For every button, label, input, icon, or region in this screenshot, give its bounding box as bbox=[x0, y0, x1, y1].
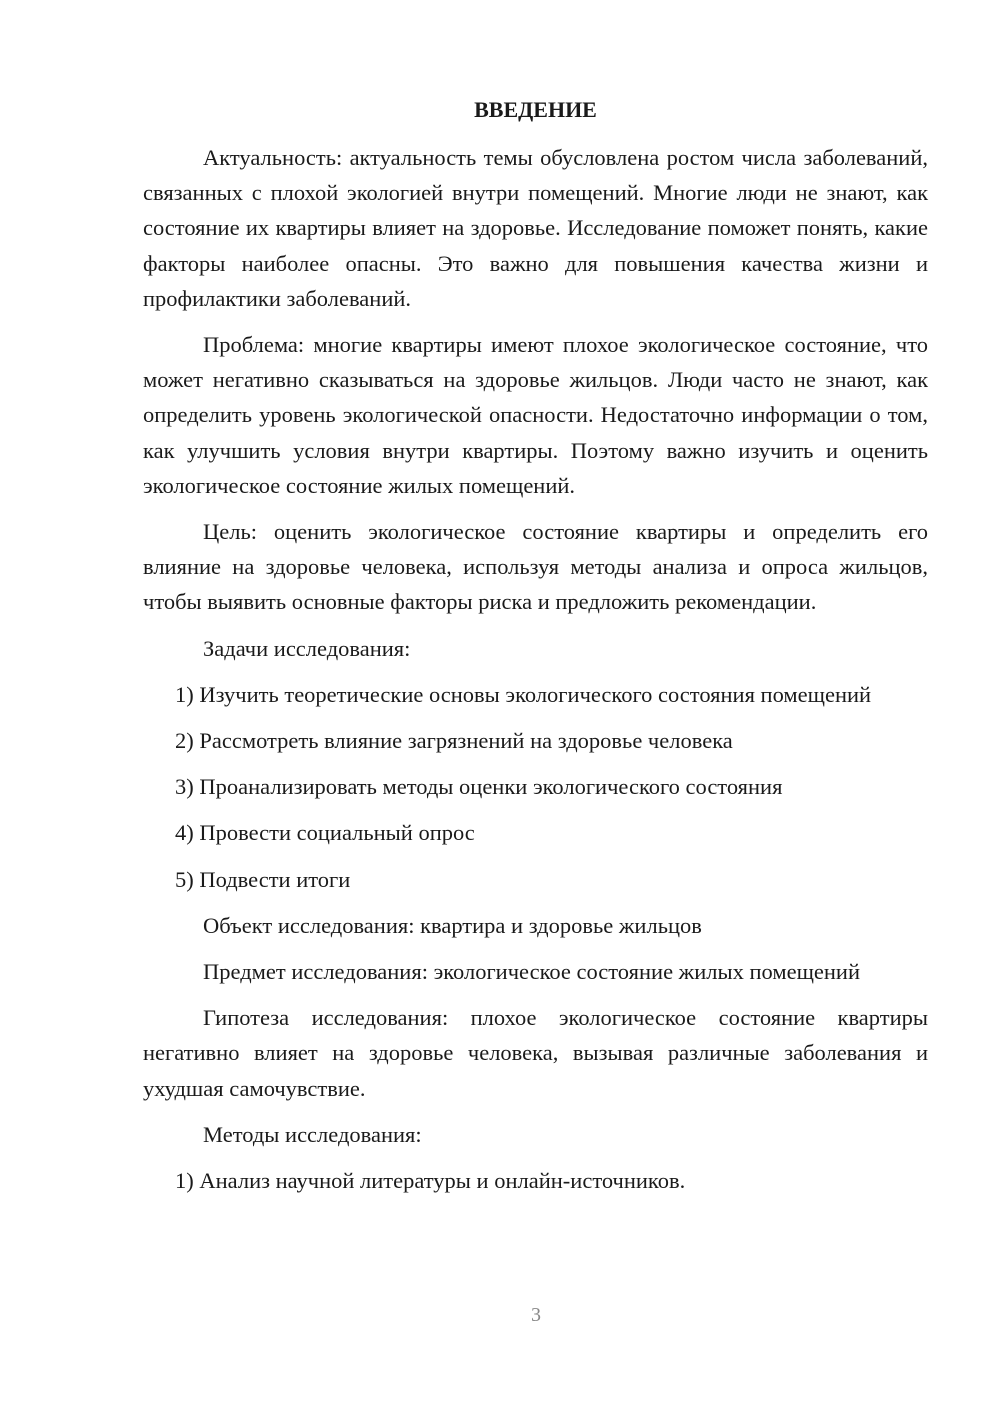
task-item: 1) Изучить теоретические основы экологического состояния помещений bbox=[175, 681, 872, 707]
task-item: 3) Проанализировать методы оценки экологического состояния bbox=[175, 774, 783, 800]
object-paragraph: Объект исследования: квартира и здоровье жильцов bbox=[203, 912, 702, 938]
page-number: 3 bbox=[531, 1304, 541, 1326]
task-item: 2) Рассмотреть влияние загрязнений на здоровье человека bbox=[175, 728, 733, 754]
problem-paragraph: Проблема: многие квартиры имеют плохое экологическое состояние, что может негативно сказываться на здоровье жильцов. Люди часто не знают, как определить уровень экологической опасности. Недостаточно информации о том, как улучшить условия внутри квартиры. Поэтому важно изучить и оценить экологическое состояние жилых помещений. bbox=[143, 332, 928, 498]
task-item: 4) Провести социальный опрос bbox=[175, 820, 475, 846]
hypothesis-paragraph: Гипотеза исследования: плохое экологическое состояние квартиры негативно влияет на здоровье человека, вызывая различные заболевания и ухудшая самочувствие. bbox=[143, 1005, 928, 1101]
tasks-heading: Задачи исследования: bbox=[203, 635, 411, 661]
document-page bbox=[143, 92, 928, 1209]
method-item: 1) Анализ научной литературы и онлайн-источников. bbox=[175, 1168, 686, 1194]
goal-paragraph: Цель: оценить экологическое состояние квартиры и определить его влияние на здоровье человека, используя методы анализа и опроса жильцов, чтобы выявить основные факторы риска и предложить рекомендации. bbox=[143, 519, 928, 615]
section-title: ВВЕДЕНИЕ bbox=[474, 97, 597, 122]
subject-paragraph: Предмет исследования: экологическое состояние жилых помещений bbox=[203, 959, 861, 985]
relevance-paragraph: Актуальность: актуальность темы обусловлена ростом числа заболеваний, связанных с плохой экологией внутри помещений. Многие люди не знают, как состояние их квартиры влияет на здоровье. Исследование поможет понять, какие факторы наиболее опасны. Это важно для повышения качества жизни и профилактики заболеваний. bbox=[143, 145, 928, 311]
task-item: 5) Подвести итоги bbox=[175, 866, 351, 892]
methods-heading: Методы исследования: bbox=[203, 1121, 422, 1147]
